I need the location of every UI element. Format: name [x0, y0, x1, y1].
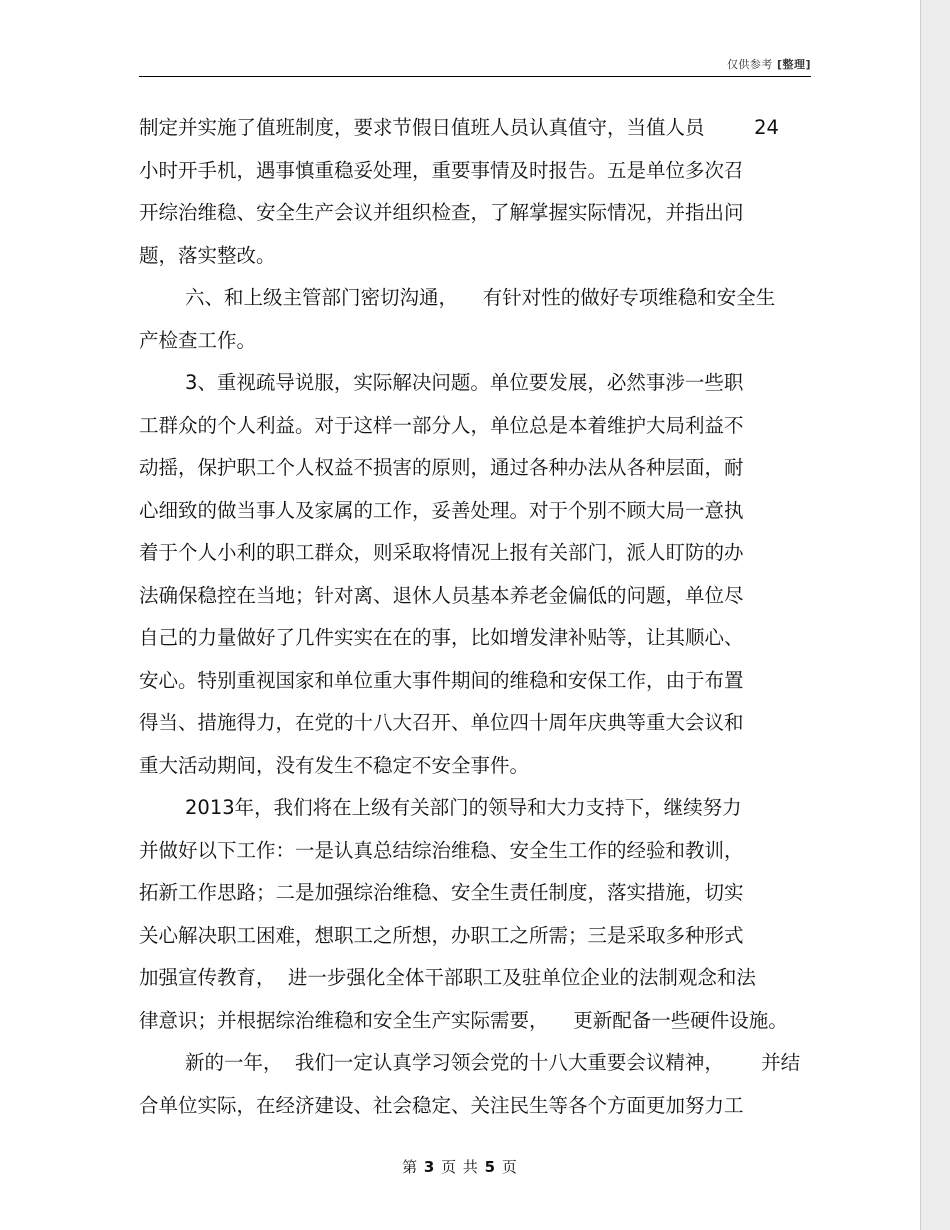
text-line: 心细致的做当事人及家属的工作，妥善处理。对于个别不顾大局一意执 [139, 498, 744, 522]
text-line: 安心。特别重视国家和单位重大事件期间的维稳和安保工作，由于布置 [139, 668, 744, 692]
text-line: 题，落实整改。 [139, 243, 276, 267]
text-line: 重大活动期间，没有发生不稳定不安全事件。 [139, 753, 530, 777]
text-line: 产检查工作。 [139, 328, 257, 352]
text-line: 关心解决职工困难，想职工之所想，办职工之所需；三是采取多种形式 [139, 923, 744, 947]
paragraph-start-line: 2013年，我们将在上级有关部门的领导和大力支持下，继续努力 [185, 796, 742, 819]
text-line: 小时开手机，遇事慎重稳妥处理，重要事情及时报告。五是单位多次召 [139, 158, 744, 182]
total-pages-number: 5 [484, 1158, 497, 1176]
header-note: 仅供参考 [726, 58, 773, 71]
text-line: 开综治维稳、安全生产会议并组织检查，了解掌握实际情况，并指出问 [139, 201, 744, 224]
text-line: 并做好以下工作：一是认真总结综治维稳、安全生工作的经验和教训， [139, 838, 744, 862]
header-rule [139, 76, 811, 77]
text-line: 制定并实施了值班制度，要求节假日值班人员认真值守，当值人员 24 [139, 116, 779, 139]
footer-prefix: 第 [402, 1158, 419, 1176]
footer-suffix: 页 [501, 1158, 518, 1176]
text-line: 法确保稳控在当地；针对离、退休人员基本养老金偏低的问题，单位尽 [139, 583, 744, 607]
text-line: 加强宣传教育， 进一步强化全体干部职工及驻单位企业的法制观念和法 [139, 966, 756, 989]
paragraph-start-line: 六、和上级主管部门密切沟通， 有针对性的做好专项维稳和安全生 [185, 286, 776, 309]
header-tag: [整理] [776, 58, 811, 71]
paragraph-start-line: 3、重视疏导说服，实际解决问题。单位要发展，必然事涉一些职 [185, 371, 744, 394]
footer-middle: 页 共 [441, 1158, 479, 1176]
page-header [139, 56, 811, 76]
document-body [139, 113, 811, 1133]
text-line: 拓新工作思路；二是加强综治维稳、安全生责任制度，落实措施，切实 [139, 881, 744, 904]
text-line: 合单位实际，在经济建设、社会稳定、关注民生等各个方面更加努力工 [139, 1093, 744, 1117]
paragraph-start-line: 新的一年， 我们一定认真学习领会党的十八大重要会议精神， 并结 [185, 1051, 801, 1074]
text-line: 工群众的个人利益。对于这样一部分人，单位总是本着维护大局利益不 [139, 413, 744, 437]
text-line: 自己的力量做好了几件实实在在的事，比如增发津补贴等，让其顺心、 [139, 626, 744, 649]
text-line: 得当、措施得力，在党的十八大召开、单位四十周年庆典等重大会议和 [139, 711, 744, 734]
text-line: 着于个人小利的职工群众，则采取将情况上报有关部门，派人盯防的办 [139, 541, 744, 564]
text-line: 律意识；并根据综治维稳和安全生产实际需要， 更新配备一些硬件设施。 [139, 1008, 788, 1032]
current-page-number: 3 [423, 1158, 436, 1176]
text-line: 动摇，保护职工个人权益不损害的原则，通过各种办法从各种层面，耐 [139, 456, 744, 479]
page-footer [0, 1156, 920, 1177]
